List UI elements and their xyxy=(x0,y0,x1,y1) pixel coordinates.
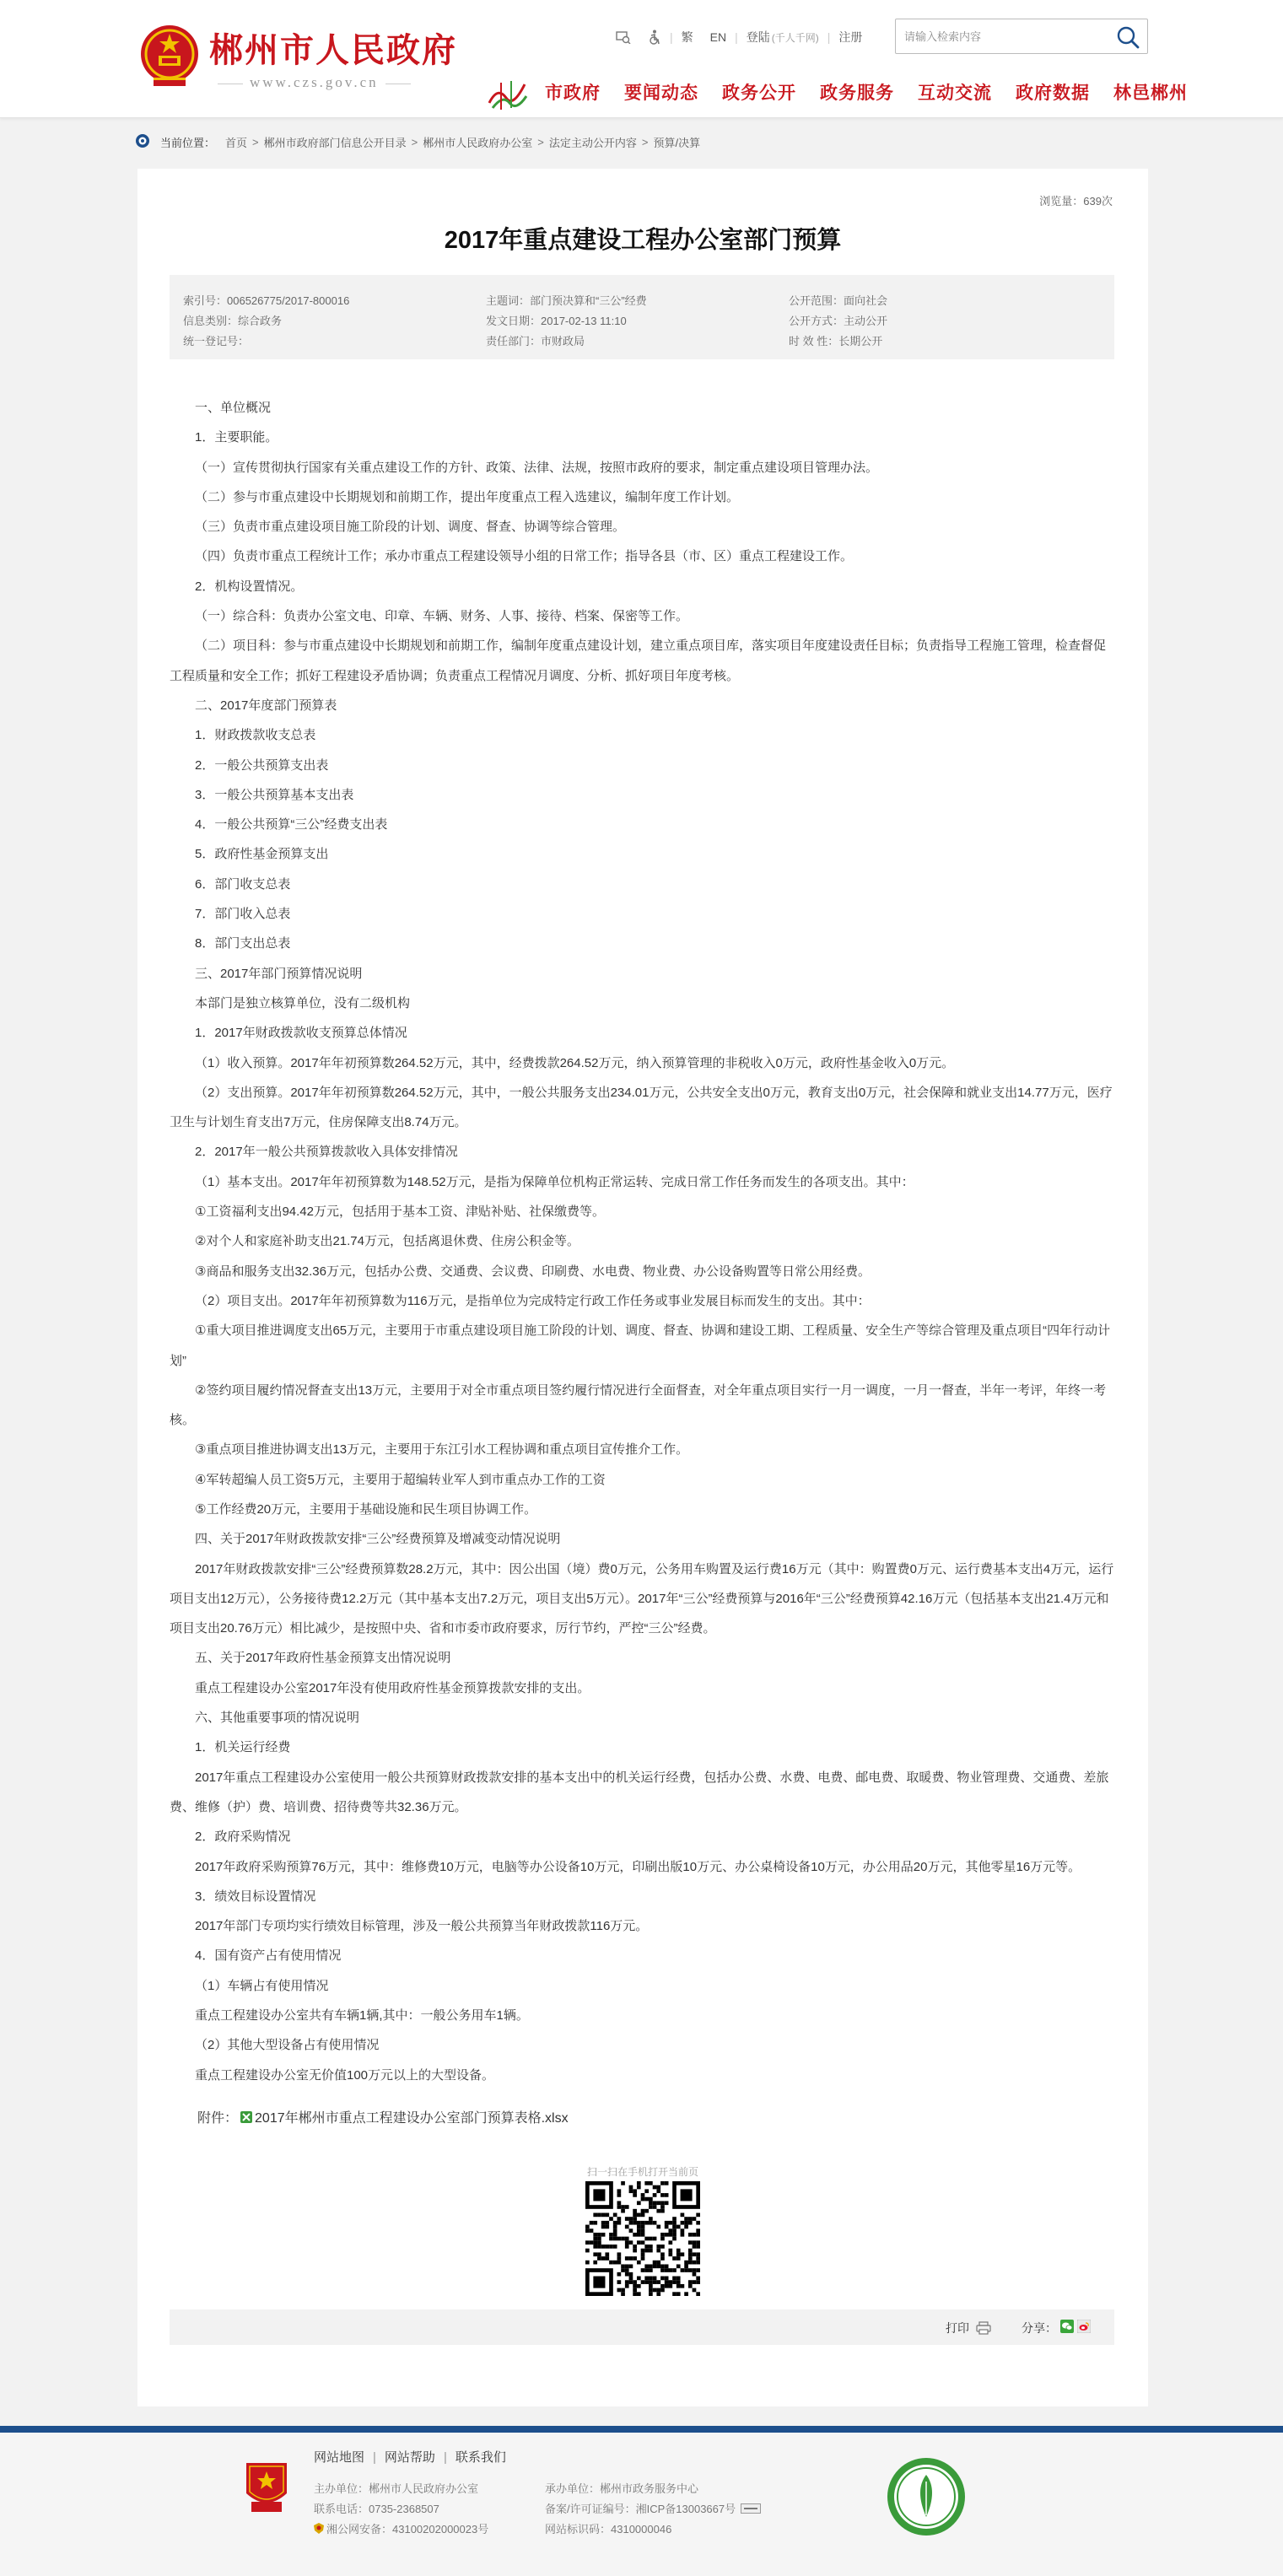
location-pin-icon xyxy=(135,133,150,150)
footer-police-record xyxy=(314,2520,488,2536)
article-paragraph: ②签约项目履约情况督查支出13万元，主要用于对全市重点项目签约履行情况进行全面督查，对全年重点项目实行一月一调度，一月一督查，半年一考评，年终一考核。 xyxy=(170,1382,1107,1428)
article-paragraph: （2）支出预算。2017年年初预算数264.52万元，其中，一般公共服务支出234.01万元，公共安全支出0万元，教育支出0万元，社会保障和就业支出14.77万元，医疗卫生与计划生育支出7万元，住房保障支出8.74万元。 xyxy=(170,1085,1113,1130)
article-paragraph: 3．绩效目标设置情况 xyxy=(195,1889,316,1904)
article-paragraph: 二、2017年度部门预算表 xyxy=(195,698,337,713)
footer-link-separator: | xyxy=(443,2450,447,2465)
article-paragraph: （一）宣传贯彻执行国家有关重点建设工作的方针、政策、法律、法规，按照市政府的要求，制定重点建设项目管理办法。 xyxy=(195,460,879,475)
site-footer xyxy=(0,2433,1283,2576)
article-paragraph: 6．部门收支总表 xyxy=(195,876,291,892)
article-paragraph: 2017年重点工程建设办公室使用一般公共预算财政拨款安排的基本支出中的机关运行经费，包括办公费、水费、电费、邮电费、取暖费、物业管理费、交通费、差旅费、维修（护）费、培训费、招待费等共32.36万元。 xyxy=(170,1770,1109,1814)
attachment xyxy=(197,2107,569,2126)
meta-validity: 时 效 性：长期公开 xyxy=(789,335,883,348)
search-input[interactable] xyxy=(904,27,1107,46)
article-paragraph: 8．部门支出总表 xyxy=(195,936,291,951)
footer-icp-text[interactable]: 备案/许可证编号：湘ICP备13003667号 xyxy=(545,2503,736,2515)
article-body xyxy=(170,393,1114,2090)
page-title: 2017年重点建设工程办公室部门预算 xyxy=(444,227,842,254)
record-badge-icon xyxy=(741,2503,761,2514)
accessibility-view-icon[interactable] xyxy=(616,30,631,44)
accessibility-icon[interactable] xyxy=(648,30,661,45)
article-paragraph: 三、2017年部门预算情况说明 xyxy=(195,966,363,981)
print-label: 打印 xyxy=(946,2321,969,2335)
nav-item-linyi-chenzhou[interactable]: 林邑郴州 xyxy=(1113,84,1188,103)
breadcrumb xyxy=(135,133,700,150)
article-paragraph: 本部门是独立核算单位，没有二级机构 xyxy=(195,995,411,1010)
register-link[interactable]: 注册 xyxy=(838,30,863,44)
civilized-unit-seal-icon[interactable] xyxy=(886,2456,967,2537)
article-paragraph: （二）项目科：参与市重点建设中长期规划和前期工作，编制年度重点建设计划，建立重点项目库，落实项目年度建设责任目标；负责指导工程施工管理，检查督促工程质量和安全工作；抓好工程建设矛盾协调；负责重点工程情况月调度、分析、抓好项目年度考核。 xyxy=(170,639,1107,683)
article-paragraph: （2）项目支出。2017年年初预算数为116万元，是指单位为完成特定行政工作任务或事业发展目标而发生的支出。其中： xyxy=(195,1293,871,1308)
breadcrumb-label: 当前位置： xyxy=(160,136,216,149)
article-paragraph: ③商品和服务支出32.36万元，包括办公费、交通费、会议费、印刷费、水电费、物业费、办公设备购置等日常公用经费。 xyxy=(195,1264,871,1279)
article-paragraph: 四、关于2017年财政拨款安排“三公”经费预算及增减变动情况说明 xyxy=(195,1532,561,1547)
article-paragraph: 2017年政府采购预算76万元，其中：维修费10万元，电脑等办公设备10万元，印刷出版10万元、办公桌椅设备10万元，办公用品20万元，其他零星16万元等。 xyxy=(195,1859,1081,1874)
meta-publish-date: 发文日期：2017-02-13 11:10 xyxy=(486,315,627,327)
article-paragraph: 2．2017年一般公共预算拨款收入具体安排情况 xyxy=(195,1145,458,1160)
meta-department: 责任部门：市财政局 xyxy=(486,335,585,348)
article-paragraph: 六、其他重要事项的情况说明 xyxy=(195,1711,360,1726)
wechat-share-icon[interactable] xyxy=(1060,2320,1074,2333)
search-box xyxy=(895,19,1148,54)
article-paragraph: ①工资福利支出94.42万元，包括用于基本工资、津贴补贴、社保缴费等。 xyxy=(195,1204,605,1220)
footer-divider xyxy=(0,2426,1283,2433)
meta-unified-code: 统一登记号： xyxy=(183,335,250,348)
top-link-separator: | xyxy=(670,30,673,44)
search-icon[interactable] xyxy=(1115,24,1140,50)
traditional-chinese-link[interactable]: 繁 xyxy=(681,30,693,44)
share-label: 分享： xyxy=(1022,2321,1057,2335)
article-paragraph: （三）负责市重点建设项目施工阶段的计划、调度、督查、协调等综合管理。 xyxy=(195,520,626,535)
meta-subject: 主题词：部门预决算和“三公”经费 xyxy=(486,294,647,307)
article-paragraph: （1）收入预算。2017年年初预算数264.52万元，其中，经费拨款264.52万元，纳入预算管理的非税收入0万元，政府性基金收入0万元。 xyxy=(195,1055,955,1070)
article-paragraph: ③重点项目推进协调支出13万元，主要用于东江引水工程协调和重点项目宣传推介工作。 xyxy=(195,1442,689,1458)
article-paragraph: 1．财政拨款收支总表 xyxy=(195,728,316,743)
print-button[interactable] xyxy=(946,2320,991,2336)
article-paragraph: ②对个人和家庭补助支出21.74万元，包括离退休费、住房公积金等。 xyxy=(195,1234,580,1249)
national-emblem-icon[interactable] xyxy=(138,22,201,89)
article-paragraph: ①重大项目推进调度支出65万元，主要用于市重点建设项目施工阶段的计划、调度、督查、协调和建设工期、工程质量、安全生产等综合管理及重点项目“四年行动计划” xyxy=(170,1323,1111,1368)
meta-index-no: 索引号：006526775/2017-800016 xyxy=(183,294,350,307)
article-paragraph: 4．一般公共预算“三公”经费支出表 xyxy=(195,817,388,833)
footer-undertaker: 承办单位：郴州市政务服务中心 xyxy=(545,2482,699,2495)
weibo-share-icon[interactable] xyxy=(1077,2320,1091,2333)
footer-police-text[interactable]: 湘公网安备：43100202000023号 xyxy=(326,2523,489,2536)
footer-links xyxy=(314,2448,506,2466)
article-paragraph: （2）其他大型设备占有使用情况 xyxy=(195,2038,380,2053)
footer-link-separator: | xyxy=(373,2450,376,2465)
article-metadata xyxy=(170,275,1114,359)
article-paragraph: （1）车辆占有使用情况 xyxy=(195,1978,329,1993)
nav-item-open-affairs[interactable]: 政务公开 xyxy=(722,84,796,103)
top-link-separator: | xyxy=(827,30,831,44)
site-url-text: www.czs.gov.cn xyxy=(250,74,379,90)
article-paragraph: ⑤工作经费20万元，主要用于基础设施和民生项目协调工作。 xyxy=(195,1501,537,1517)
article-paragraph: 2．一般公共预算支出表 xyxy=(195,757,329,773)
footer-icp-record xyxy=(545,2500,761,2516)
article-paragraph: 2．机构设置情况。 xyxy=(195,579,304,594)
article-paragraph: 1．主要职能。 xyxy=(195,430,278,445)
meta-scope: 公开范围：面向社会 xyxy=(789,294,888,307)
top-links xyxy=(607,29,871,46)
article-paragraph: 五、关于2017年政府性基金预算支出情况说明 xyxy=(195,1651,451,1666)
article-paragraph: （一）综合科：负责办公室文电、印章、车辆、财务、人事、接待、档案、保密等工作。 xyxy=(195,609,689,624)
breadcrumb-separator: > xyxy=(537,135,544,148)
article-paragraph: 5．政府性基金预算支出 xyxy=(195,847,329,862)
police-badge-icon xyxy=(314,2523,324,2534)
article-paragraph: 3．一般公共预算基本支出表 xyxy=(195,787,354,802)
meta-category: 信息类别：综合政务 xyxy=(183,315,283,327)
meta-method: 公开方式：主动公开 xyxy=(789,315,888,327)
login-note: (千人千网) xyxy=(771,31,819,44)
footer-link-contact[interactable]: 联系我们 xyxy=(455,2450,506,2465)
printer-icon xyxy=(976,2321,991,2335)
site-url xyxy=(211,74,418,91)
breadcrumb-item-statutory[interactable]: 法定主动公开内容 xyxy=(548,136,637,149)
nav-item-data[interactable]: 政府数据 xyxy=(1016,84,1090,103)
footer-site-code: 网站标识码：4310000046 xyxy=(545,2523,672,2536)
footer-link-sitemap[interactable]: 网站地图 xyxy=(314,2450,365,2465)
party-government-badge-icon[interactable] xyxy=(243,2460,290,2514)
article-paragraph: （四）负责市重点工程统计工作；承办市重点工程建设领导小组的日常工作；指导各县（市、区）重点工程建设工作。 xyxy=(195,549,854,564)
nav-item-government[interactable]: 市政府 xyxy=(545,84,601,103)
breadcrumb-separator: > xyxy=(252,135,259,148)
main-nav xyxy=(545,79,1188,105)
article-card xyxy=(137,169,1148,2406)
top-link-separator: | xyxy=(735,30,738,44)
view-count: 浏览量：639次 xyxy=(1039,195,1113,207)
breadcrumb-item-budget[interactable]: 预算/决算 xyxy=(653,136,701,149)
excel-file-icon xyxy=(240,2110,253,2124)
nav-item-services[interactable]: 政务服务 xyxy=(820,84,894,103)
article-paragraph: （1）基本支出。2017年年初预算数为148.52万元，是指为保障单位机构正常运转、完成日常工作任务而发生的各项支出。其中： xyxy=(195,1174,914,1189)
article-paragraph: 重点工程建设办公室共有车辆1辆,其中：一般公务用车1辆。 xyxy=(195,2008,529,2024)
share-bar xyxy=(170,2309,1114,2345)
attachment-label: 附件： xyxy=(197,2111,239,2126)
article-paragraph: （二）参与市重点建设中长期规划和前期工作，提出年度重点工程入选建议，编制年度工作计划。 xyxy=(195,489,740,504)
site-title[interactable]: 郴州市人民政府 xyxy=(209,30,457,70)
attachment-link[interactable]: 2017年郴州市重点工程建设办公室部门预算表格.xlsx xyxy=(255,2111,569,2126)
article-paragraph: 1．机关运行经费 xyxy=(195,1740,291,1755)
article-paragraph: 重点工程建设办公室2017年没有使用政府性基金预算拨款安排的支出。 xyxy=(195,1680,590,1695)
breadcrumb-separator: > xyxy=(411,135,418,148)
article-paragraph: ④军转超编人员工资5万元，主要用于超编转业军人到市重点办工作的工资 xyxy=(195,1472,606,1487)
article-paragraph: 2017年部门专项均实行绩效目标管理，涉及一般公共预算当年财政拨款116万元。 xyxy=(195,1919,649,1934)
login-link[interactable] xyxy=(747,29,819,46)
english-link[interactable]: EN xyxy=(709,30,727,44)
breadcrumb-item-directory[interactable]: 郴州市政府部门信息公开目录 xyxy=(263,136,407,149)
qr-code-icon xyxy=(585,2181,700,2296)
nav-item-news[interactable]: 要闻动态 xyxy=(624,84,698,103)
footer-sponsor: 主办单位：郴州市人民政府办公室 xyxy=(314,2482,479,2495)
login-text: 登陆 xyxy=(746,30,770,44)
footer-phone: 联系电话：0735-2368507 xyxy=(314,2503,439,2515)
site-header xyxy=(0,0,1283,118)
article-paragraph: 1．2017年财政拨款收支预算总体情况 xyxy=(195,1026,407,1041)
article-paragraph: 一、单位概况 xyxy=(195,401,272,415)
article-paragraph: 2．政府采购情况 xyxy=(195,1830,291,1845)
article-paragraph: 重点工程建设办公室无价值100万元以上的大型设备。 xyxy=(195,2067,495,2083)
nav-home-logo-icon[interactable] xyxy=(484,78,530,111)
breadcrumb-separator: > xyxy=(641,135,649,148)
article-paragraph: 4．国有资产占有使用情况 xyxy=(195,1948,342,1964)
qr-label: 扫一扫在手机打开当前页 xyxy=(586,2166,698,2178)
footer-link-help[interactable]: 网站帮助 xyxy=(384,2450,435,2465)
article-paragraph: 2017年财政拨款安排“三公”经费预算数28.2万元，其中：因公出国（境）费0万元，公务用车购置及运行费16万元（其中：购置费0万元、运行费基本支出4万元，运行项目支出12万元），公务接待费12.2万元（其中基本支出7.2万元，项目支出5万元）。2017年“三公”经费预算与2016年“三公”经费预算42.16万元（包括基本支出21.4万元和项目支出20.76万元）相比减少，是按照中央、省和市委市政府要求，厉行节约，严控“三公”经费。 xyxy=(170,1561,1114,1636)
breadcrumb-item-home[interactable]: 首页 xyxy=(225,136,248,149)
breadcrumb-item-office[interactable]: 郴州市人民政府办公室 xyxy=(423,136,533,149)
nav-item-interaction[interactable]: 互动交流 xyxy=(918,84,992,103)
article-paragraph: 7．部门收入总表 xyxy=(195,907,291,922)
